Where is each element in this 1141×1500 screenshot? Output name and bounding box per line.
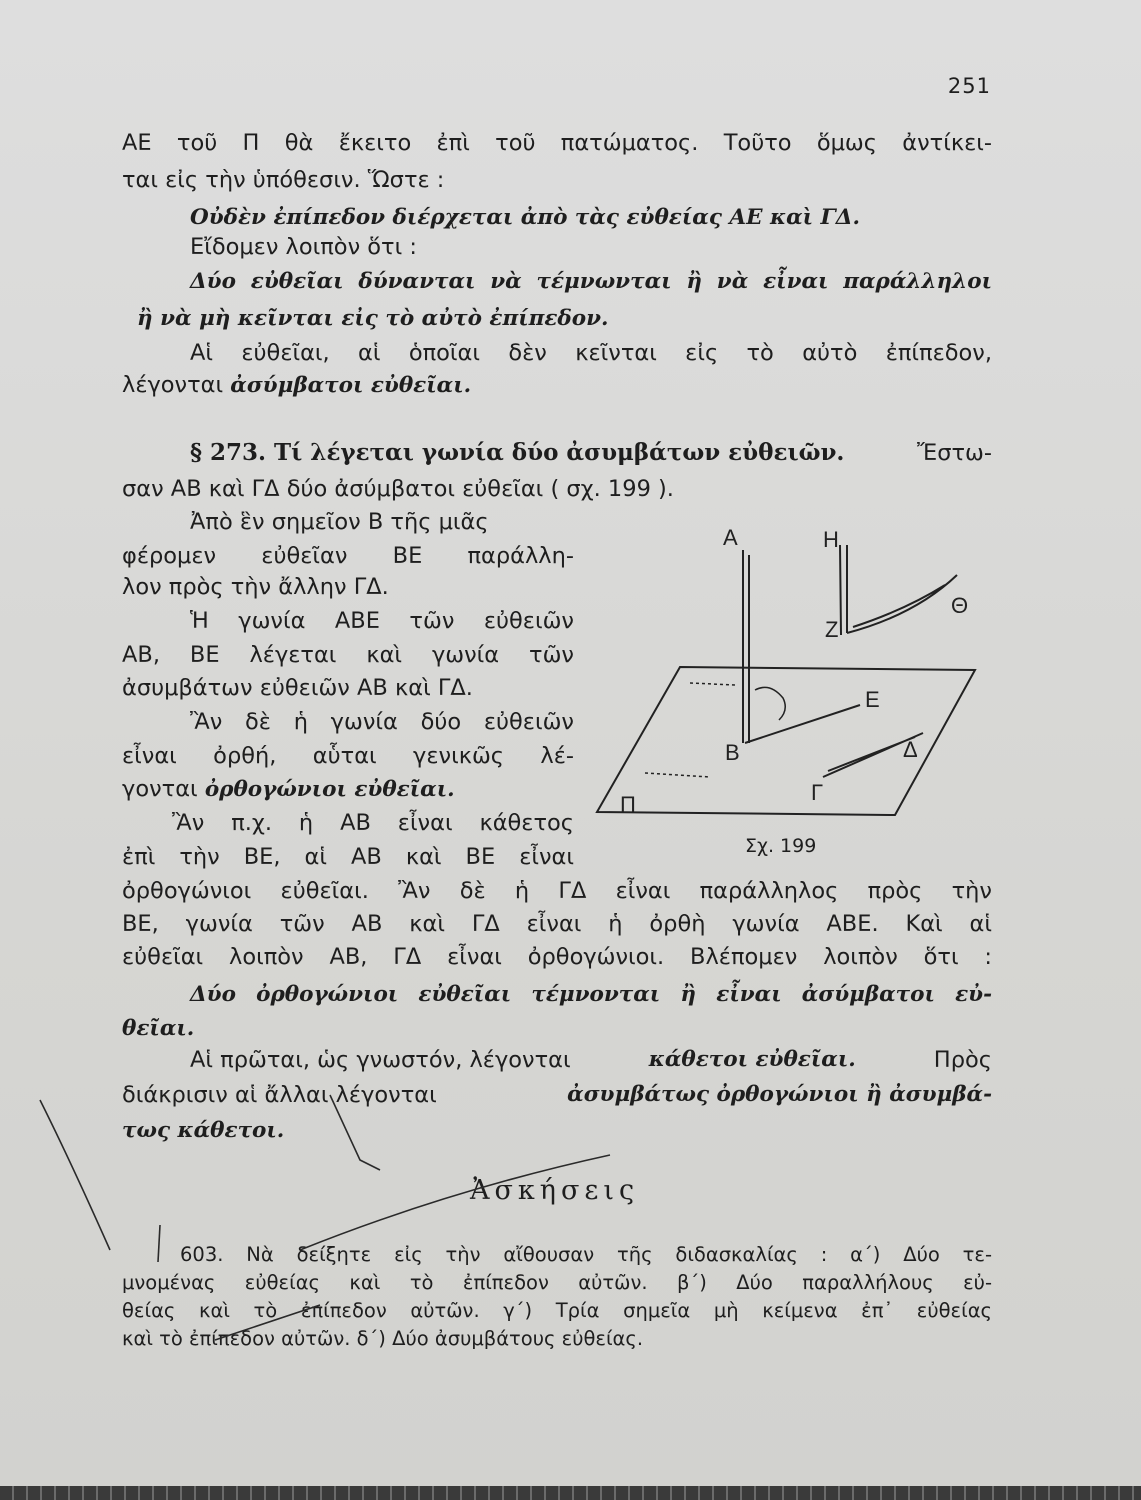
text-line-12: φέρομεν εὐθεῖαν ΒΕ παράλλη- bbox=[122, 543, 574, 569]
exercise-603-line-4: καὶ τὸ ἐπίπεδον αὐτῶν. δ΄) Δύο ἀσυμβάτους εὐθείας. bbox=[122, 1327, 644, 1350]
exercise-603-line-3: θείας καὶ τὸ ἐπίπεδον αὐτῶν. γ΄) Τρία σημεῖα μὴ κείμενα ἐπ᾽ εὐθείας bbox=[122, 1299, 992, 1322]
text-line-21: ἐπὶ τὴν ΒΕ, αἱ ΑΒ καὶ ΒΕ εἶναι bbox=[122, 844, 574, 870]
italic-statement-3-cont: θεῖαι. bbox=[122, 1016, 195, 1041]
text-line-17: Ἂν δὲ ἡ γωνία δύο εὐθειῶν bbox=[190, 709, 574, 735]
text-line-16: ἀσυμβάτων εὐθειῶν ΑΒ καὶ ΓΔ. bbox=[122, 675, 473, 701]
italic-statement-1: Οὐδὲν ἐπίπεδον διέρχεται ἀπὸ τὰς εὐθείας ΑΕ καὶ ΓΔ. bbox=[190, 205, 860, 230]
text-line-22: ὀρθογώνιοι εὐθεῖαι. Ἂν δὲ ἡ ΓΔ εἶναι παράλληλος πρὸς τὴν bbox=[122, 878, 992, 904]
pen-stroke-1 bbox=[40, 1100, 110, 1250]
section-273-heading: § 273. Τί λέγεται γωνία δύο ἀσυμβάτων εὐθειῶν. bbox=[190, 439, 845, 466]
label-z: Ζ bbox=[825, 617, 839, 642]
text-line-14: Ἡ γωνία ΑΒΕ τῶν εὐθειῶν bbox=[190, 608, 574, 634]
text-line-19-start: γονται bbox=[122, 776, 198, 802]
text-line-1: ΑΕ τοῦ Π θὰ ἔκειτο ἐπὶ τοῦ πατώματος. Τοῦτο ὅμως ἀντίκει- bbox=[122, 130, 992, 156]
text-line-27-start: Αἱ πρῶται, ὡς γνωστόν, λέγονται bbox=[190, 1047, 571, 1073]
scan-bottom-edge bbox=[0, 1486, 1141, 1500]
term-orthogonioi: ὀρθογώνιοι εὐθεῖαι. bbox=[204, 777, 455, 802]
text-line-18: εἶναι ὀρθή, αὗται γενικῶς λέ- bbox=[122, 743, 574, 769]
text-line-24: εὐθεῖαι λοιπὸν ΑΒ, ΓΔ εἶναι ὀρθογώνιοι. Βλέπομεν λοιπὸν ὅτι : bbox=[122, 944, 992, 970]
pen-stroke-5 bbox=[158, 1225, 160, 1262]
text-line-11: Ἀπὸ ἓν σημεῖον Β τῆς μιᾶς bbox=[190, 509, 489, 535]
text-line-28-start: διάκρισιν αἱ ἄλλαι λέγονται bbox=[122, 1082, 437, 1108]
term-asymbatos-orthogonioi: ἀσυμβάτως ὀρθογώνιοι ἢ ἀσυμβά- bbox=[567, 1082, 992, 1107]
text-line-23: ΒΕ, γωνία τῶν ΑΒ καὶ ΓΔ εἶναι ἡ ὀρθὴ γωνία ΑΒΕ. Καὶ αἱ bbox=[122, 911, 992, 937]
term-kathetoi: κάθετοι εὐθεῖαι. bbox=[648, 1047, 856, 1072]
pen-stroke-4 bbox=[215, 1305, 320, 1340]
text-line-4: Εἴδομεν λοιπὸν ὅτι : bbox=[190, 234, 417, 260]
pen-stroke-3 bbox=[300, 1155, 610, 1250]
figure-caption: Σχ. 199 bbox=[745, 835, 817, 857]
italic-statement-3: Δύο ὀρθογώνιοι εὐθεῖαι τέμνονται ἢ εἶναι ἀσύμβατοι εὐ- bbox=[190, 982, 992, 1007]
term-asymbatos-kathetoi: τως κάθετοι. bbox=[122, 1118, 285, 1143]
label-delta: Δ bbox=[903, 737, 918, 762]
exercises-title: Ἀσκήσεις bbox=[470, 1175, 640, 1206]
label-gamma: Γ bbox=[811, 780, 824, 805]
text-line-7: Αἱ εὐθεῖαι, αἱ ὁποῖαι δὲν κεῖνται εἰς τὸ αὐτὸ ἐπίπεδον, bbox=[190, 340, 992, 366]
italic-statement-2: Δύο εὐθεῖαι δύνανται νὰ τέμνωνται ἢ νὰ εἶναι παράλληλοι bbox=[190, 269, 992, 294]
text-line-27-end: Πρὸς bbox=[933, 1047, 992, 1073]
page-number: 251 bbox=[947, 74, 991, 98]
text-line-10: σαν ΑΒ καὶ ΓΔ δύο ἀσύμβατοι εὐθεῖαι ( σχ. 199 ). bbox=[122, 476, 674, 502]
italic-statement-2-cont: ἢ νὰ μὴ κεῖνται εἰς τὸ αὐτὸ ἐπίπεδον. bbox=[137, 306, 609, 331]
text-line-2: ται εἰς τὴν ὑπόθεσιν. Ὥστε : bbox=[122, 167, 445, 193]
text-line-13: λον πρὸς τὴν ἄλλην ΓΔ. bbox=[122, 574, 389, 600]
pen-stroke-2 bbox=[330, 1095, 380, 1170]
label-a: Α bbox=[723, 525, 738, 550]
label-e: Ε bbox=[865, 687, 880, 712]
exercise-603-line-1: 603. Νὰ δείξητε εἰς τὴν αἴθουσαν τῆς διδασκαλίας : α΄) Δύο τε- bbox=[180, 1243, 992, 1266]
label-h: Η bbox=[823, 527, 839, 552]
text-line-8-start: λέγονται bbox=[122, 372, 224, 398]
text-line-15: ΑΒ, ΒΕ λέγεται καὶ γωνία τῶν bbox=[122, 642, 574, 668]
label-b: Β bbox=[725, 740, 740, 765]
label-theta: Θ bbox=[951, 593, 969, 618]
text-line-9-end: Ἔστω- bbox=[917, 440, 992, 466]
exercise-603-line-2: μνομένας εὐθείας καὶ τὸ ἐπίπεδον αὐτῶν. β΄) Δύο παραλλήλους εὐ- bbox=[122, 1271, 992, 1294]
label-pi: Π bbox=[620, 792, 636, 817]
term-asymbatoi: ἀσύμβατοι εὐθεῖαι. bbox=[230, 373, 472, 398]
text-line-20: Ἂν π.χ. ἡ ΑΒ εἶναι κάθετος bbox=[172, 810, 574, 836]
